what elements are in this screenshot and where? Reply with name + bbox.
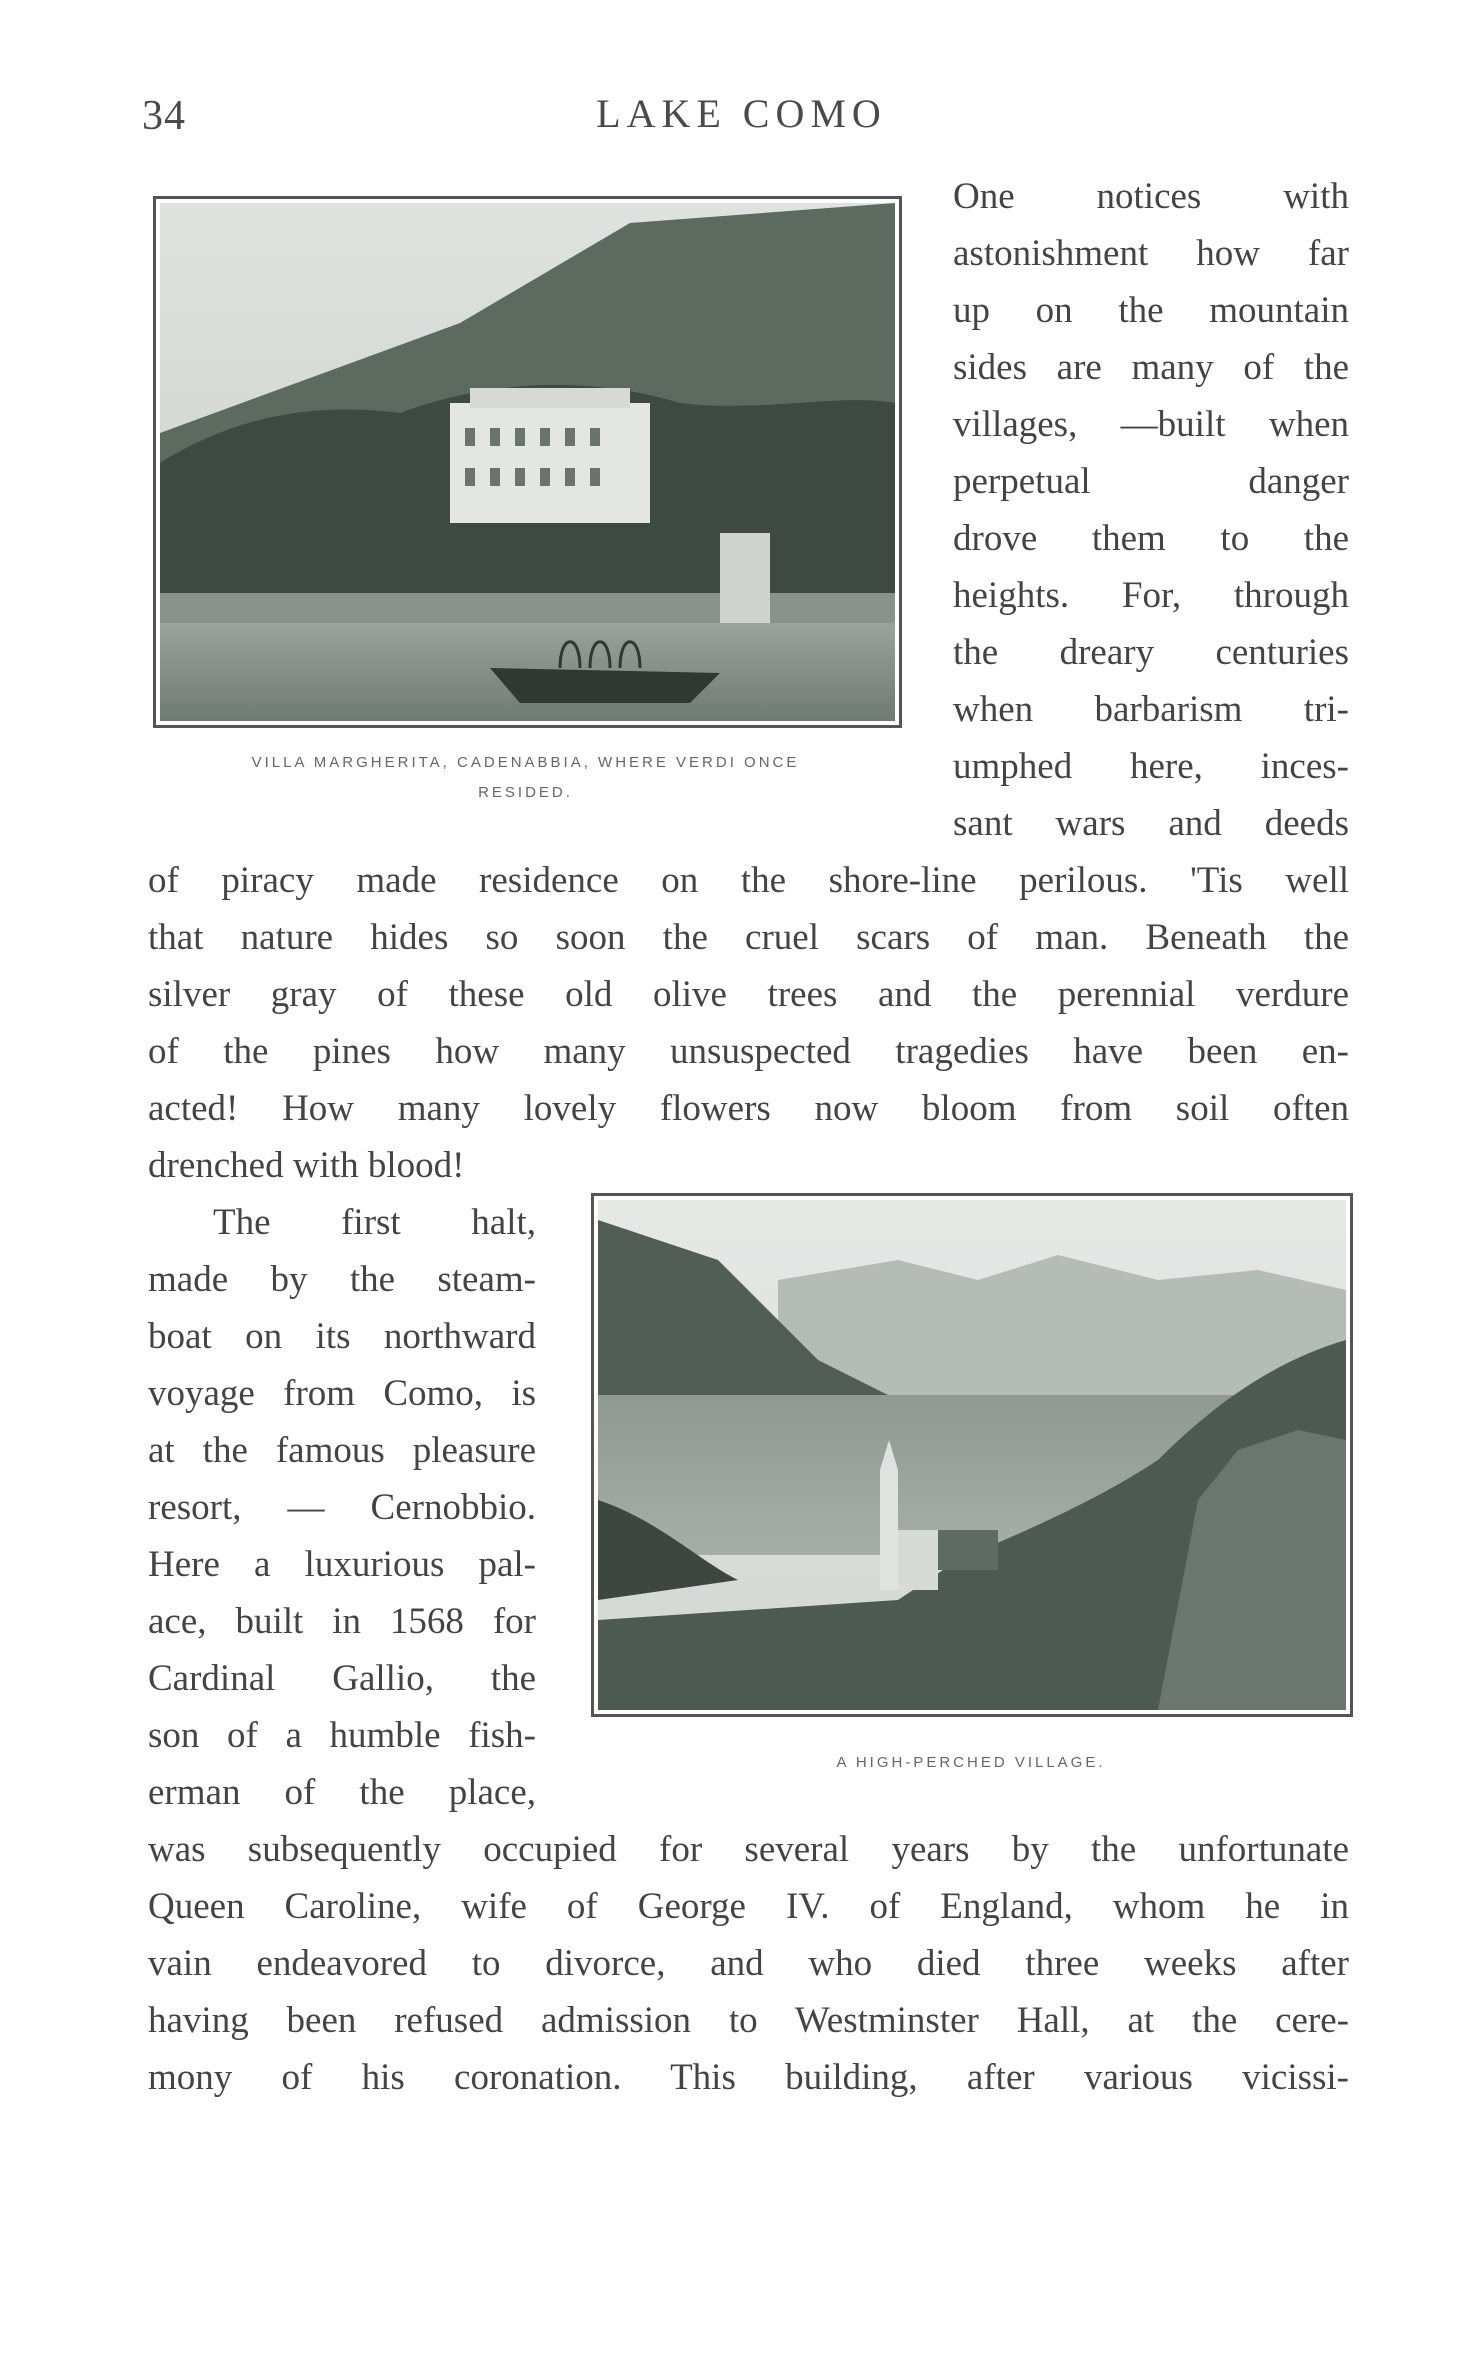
text-line: the dreary centuries — [953, 632, 1349, 673]
village-caption: A HIGH-PERCHED VILLAGE. — [836, 1754, 1106, 1771]
text-line: villages, —built when — [953, 404, 1349, 445]
villa-caption-line1: VILLA MARGHERITA, CADENABBIA, WHERE VERDI ONCE — [251, 754, 800, 771]
text-line: boat on its northward — [148, 1316, 536, 1357]
text-line: umphed here, inces- — [953, 746, 1349, 787]
village-photo — [591, 1193, 1353, 1717]
text-line: astonishment how far — [953, 233, 1349, 274]
text-line: sant wars and deeds — [953, 803, 1349, 844]
text-line: The first halt, — [213, 1202, 536, 1243]
text-line: perpetual danger — [953, 461, 1349, 502]
text-line: resort, — Cernobbio. — [148, 1487, 536, 1528]
text-line: Queen Caroline, wife of George IV. of England, whom he in — [148, 1886, 1349, 1927]
text-line: erman of the place, — [148, 1772, 536, 1813]
villa-photo — [153, 196, 902, 728]
text-line: vain endeavored to divorce, and who died three weeks after — [148, 1943, 1349, 1984]
village-photo-image — [598, 1200, 1346, 1710]
text-line: of piracy made residence on the shore-line perilous. 'Tis well — [148, 860, 1349, 901]
text-line: ace, built in 1568 for — [148, 1601, 536, 1642]
text-line: silver gray of these old olive trees and the perennial verdure — [148, 974, 1349, 1015]
text-line: sides are many of the — [953, 347, 1349, 388]
text-line: Cardinal Gallio, the — [148, 1658, 536, 1699]
text-line: One notices with — [953, 176, 1349, 217]
text-line: of the pines how many unsuspected tragedies have been en- — [148, 1031, 1349, 1072]
text-line: acted! How many lovely flowers now bloom from soil often — [148, 1088, 1349, 1129]
text-line: drenched with blood! — [148, 1145, 465, 1186]
text-line: voyage from Como, is — [148, 1373, 536, 1414]
text-line: up on the mountain — [953, 290, 1349, 331]
text-line: having been refused admission to Westminster Hall, at the cere- — [148, 2000, 1349, 2041]
text-line: was subsequently occupied for several years by the unfortunate — [148, 1829, 1349, 1870]
running-title: LAKE COMO — [596, 91, 887, 136]
villa-photo-image — [160, 203, 895, 721]
text-line: heights. For, through — [953, 575, 1349, 616]
villa-caption — [153, 748, 898, 808]
text-line: made by the steam- — [148, 1259, 536, 1300]
text-line: drove them to the — [953, 518, 1349, 559]
text-line: mony of his coronation. This building, after various vicissi- — [148, 2057, 1349, 2098]
text-line: son of a humble fish- — [148, 1715, 536, 1756]
text-line: Here a luxurious pal- — [148, 1544, 536, 1585]
text-line: that nature hides so soon the cruel scars of man. Beneath the — [148, 917, 1349, 958]
text-line: when barbarism tri- — [953, 689, 1349, 730]
text-line: at the famous pleasure — [148, 1430, 536, 1471]
villa-caption-line2: RESIDED. — [478, 784, 573, 801]
page-number: 34 — [142, 93, 186, 139]
